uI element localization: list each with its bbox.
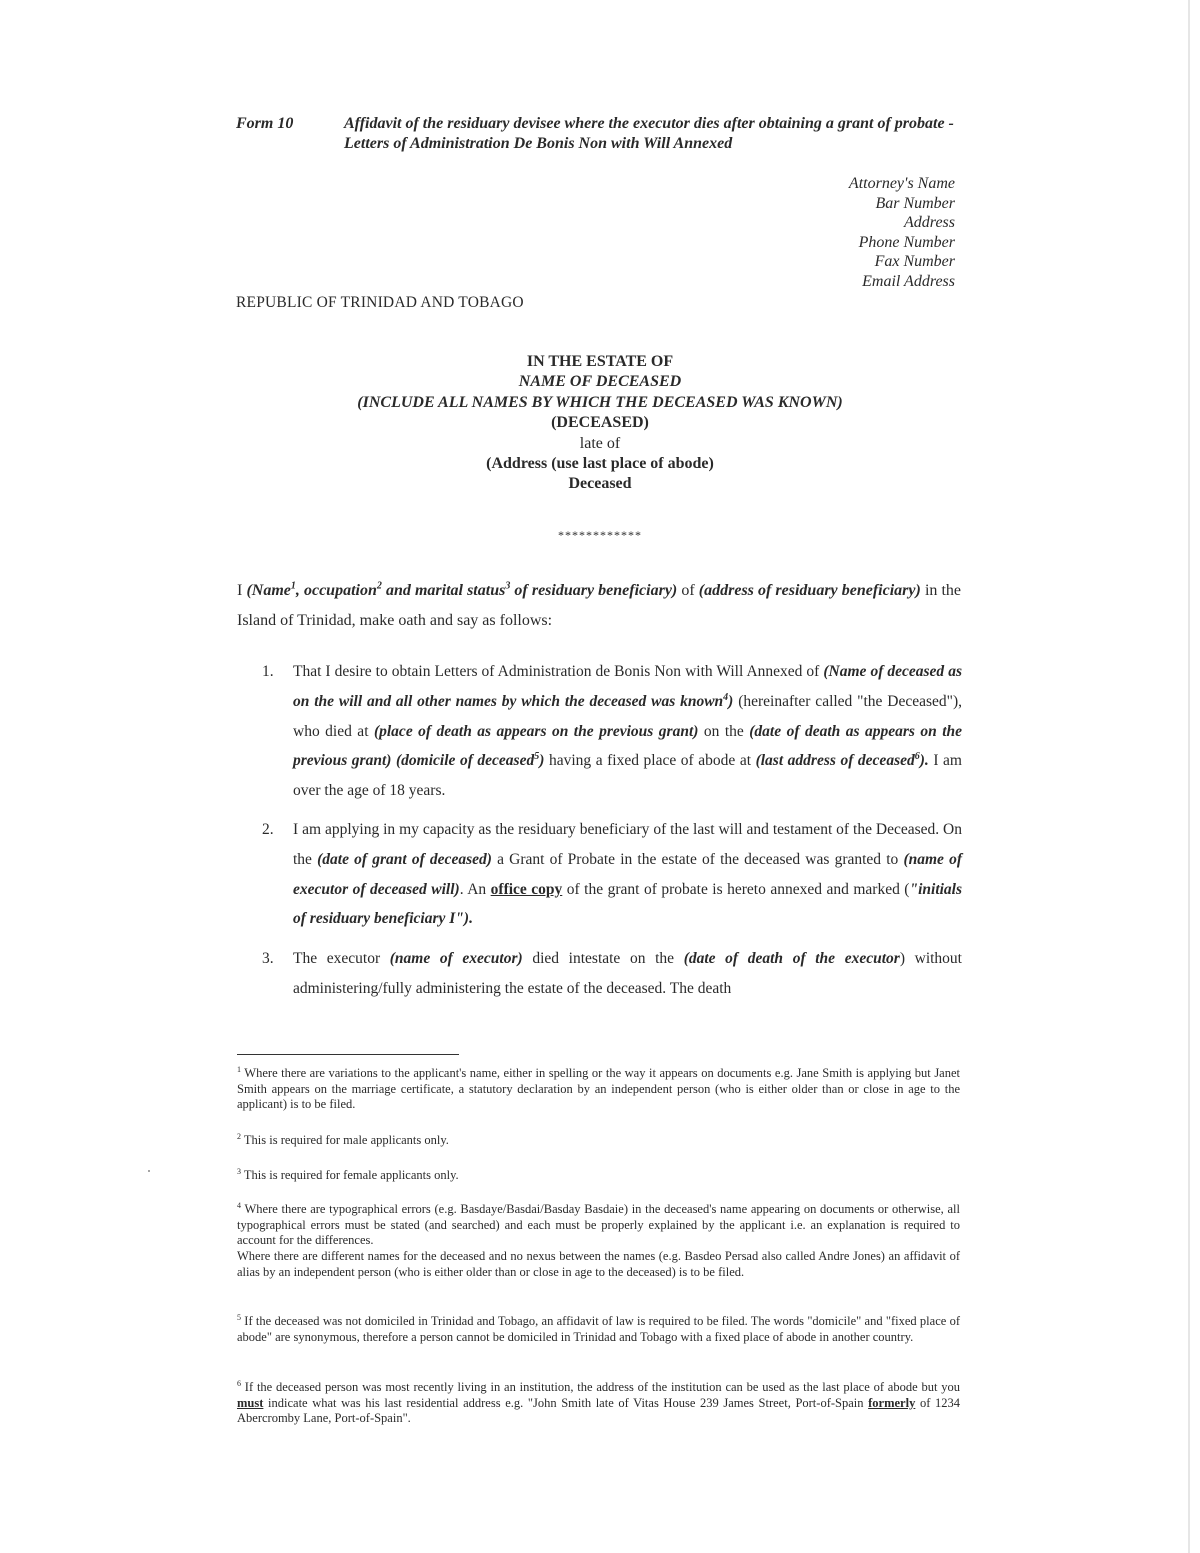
footnote-text: of 1234 Abercromby Lane, Port-of-Spain".	[237, 1395, 960, 1426]
placeholder-run: (name of executor of deceased will)	[293, 850, 963, 898]
phone-number: Phone Number	[858, 233, 955, 251]
footnote-text: indicate what was his last residential address e.g. "John Smith late of Vitas House 239 James Street, Port-of-Spain	[263, 1395, 869, 1410]
footnote-number: 2	[237, 1131, 241, 1141]
underlined-run: office copy	[490, 880, 563, 898]
estate-heading-line: IN THE ESTATE OF	[526, 353, 674, 370]
intro-text: of	[677, 582, 699, 599]
underlined-run: formerly	[868, 1395, 916, 1410]
placeholder-run: (place of death as appears on the previous grant)	[373, 722, 699, 740]
footnote-text: If the deceased person was most recently living in an institution, the address of the institution can be used as the last place of abode but you	[241, 1380, 960, 1394]
footnote-ref: 1	[290, 580, 296, 592]
placeholder-run: (date of death as appears on the previous grant) (domicile of deceased	[293, 722, 963, 770]
text-run: died intestate on the	[522, 950, 684, 967]
footnote-text: Where there are typographical errors (e.g. Basdaye/Basdai/Basday Basdaie) in the deceased's name appearing on documents or otherwise, all typographical errors must be stated (and searched) and each must be properly explained by the applicant i.e. an explanation is required to account for the differences.	[237, 1202, 960, 1248]
footnote-text: Where there are different names for the deceased and no nexus between the names (e.g. Basdeo Persad also called Andre Jones) an affidavit of alias by an independent person (who is either older than or close in age to the deceased) is to be filed.	[237, 1249, 960, 1279]
intro-address-placeholder: (address of residuary beneficiary)	[698, 582, 921, 599]
footnote-number: 4	[237, 1200, 241, 1210]
paragraph-number: 2.	[262, 821, 274, 838]
form-number: Form 10	[236, 115, 294, 132]
footnote-number: 5	[237, 1312, 241, 1322]
paragraph-3	[262, 944, 962, 1004]
text-run: I am applying in my capacity as the residuary beneficiary of the last will and testament of the Deceased. On the	[293, 821, 962, 868]
footnote-text: If the deceased was not domiciled in Trinidad and Tobago, an affidavit of law is required to be filed. The words "domicile" and "fixed place of abode" are synonymous, therefore a person cannot be domiciled in Trinidad and Tobago with a fixed place of abode in another country.	[237, 1314, 960, 1344]
text-run: That I desire to obtain Letters of Administration de Bonis Non with Will Annexed of	[293, 663, 824, 680]
footnote-1	[237, 1066, 960, 1113]
late-of-label: late of	[579, 434, 621, 452]
placeholder-run: (date of grant of deceased)	[317, 850, 492, 868]
deceased-address-placeholder: (Address (use last place of abode)	[486, 455, 714, 473]
text-run: I am over the age of 18 years.	[293, 752, 962, 800]
paragraph-number: 3.	[262, 950, 274, 967]
scan-speck	[148, 1170, 150, 1172]
paragraph-1	[262, 657, 962, 806]
footnote-2	[237, 1133, 960, 1149]
intro-text: in the Island of Trinidad, make oath and say as follows:	[237, 582, 962, 629]
footnote-ref: 3	[505, 580, 511, 592]
paragraph-text	[293, 815, 962, 934]
placeholder-run: )	[728, 692, 734, 710]
text-run: The executor	[293, 950, 390, 967]
form-title: Affidavit of the residuary devisee where the executor dies after obtaining a grant of probate - Letters of Administration De Bonis Non with Will Annexed	[344, 115, 954, 152]
placeholder-run: (Name of deceased as on the will and all other names by which the deceased was known	[293, 663, 962, 710]
footnote-ref: 6	[914, 751, 920, 763]
attorney-details	[849, 174, 955, 292]
footnote-ref: 5	[534, 751, 540, 763]
text-run: . An	[459, 880, 491, 898]
footnote-6	[237, 1380, 960, 1427]
estate-heading	[240, 352, 960, 495]
footnote-number: 3	[237, 1166, 241, 1176]
text-run: on the	[698, 722, 750, 740]
footnote-4-continued	[237, 1249, 960, 1280]
footnote-text: This is required for male applicants only.	[241, 1133, 449, 1147]
attorney-name: Attorney's Name	[848, 175, 955, 192]
underlined-run: must	[237, 1395, 264, 1410]
placeholder-run: (date of death of the executor	[683, 950, 900, 967]
footnote-ref: 2	[376, 580, 382, 592]
placeholder-run: (last address of deceased	[755, 752, 915, 770]
intro-marital-placeholder: and marital status	[381, 582, 506, 599]
paragraph-number: 1.	[262, 663, 274, 680]
placeholder-run: ).	[919, 752, 929, 770]
placeholder-run: "initials of residuary beneficiary I").	[293, 880, 963, 928]
paragraph-2	[262, 815, 962, 934]
scan-edge-shadow	[1188, 0, 1190, 1553]
fax-number: Fax Number	[874, 253, 955, 271]
paragraph-text	[293, 657, 962, 806]
footnote-number: 6	[237, 1378, 241, 1388]
footnote-divider	[237, 1054, 459, 1055]
text-run: of the grant of probate is hereto annexed and marked (	[562, 880, 910, 898]
intro-paragraph	[237, 576, 961, 636]
deceased-aliases-placeholder: (INCLUDE ALL NAMES BY WHICH THE DECEASED WAS KNOWN)	[357, 393, 843, 411]
footnote-number: 1	[237, 1064, 241, 1074]
footnote-4	[237, 1202, 960, 1249]
footnote-3	[237, 1168, 960, 1184]
bar-number: Bar Number	[875, 194, 955, 212]
paragraph-text	[293, 944, 962, 1004]
attorney-address: Address	[904, 214, 955, 232]
section-separator: ************	[558, 528, 642, 542]
deceased-footer-label: Deceased	[568, 475, 632, 493]
placeholder-run: )	[539, 752, 545, 770]
placeholder-run: (name of executor)	[389, 950, 523, 967]
intro-occupation-placeholder: , occupation	[295, 582, 377, 599]
email-address: Email Address	[862, 272, 955, 290]
deceased-name-placeholder: NAME OF DECEASED	[518, 373, 682, 391]
footnote-text: Where there are variations to the applicant's name, either in spelling or the way it appears on documents e.g. Jane Smith is applying but Janet Smith appears on the marriage certificate, a statutory declaration by an independent person (who is either older than or close in age to the applicant) is to be filed.	[237, 1066, 960, 1112]
footnote-text: This is required for female applicants only.	[241, 1168, 459, 1182]
text-run: a Grant of Probate in the estate of the deceased was granted to	[491, 850, 904, 868]
text-run: (hereinafter called "the Deceased"), who died at	[293, 692, 962, 740]
deceased-label: (DECEASED)	[551, 414, 649, 432]
intro-name-placeholder: (Name	[246, 582, 291, 599]
intro-beneficiary-placeholder: of residuary beneficiary)	[510, 582, 678, 599]
intro-text: I	[237, 582, 247, 599]
jurisdiction: REPUBLIC OF TRINIDAD AND TOBAGO	[236, 294, 524, 311]
footnote-5	[237, 1314, 960, 1345]
footnote-ref: 4	[723, 691, 729, 703]
text-run: ) without administering/fully administering the estate of the deceased. The death	[293, 950, 962, 997]
text-run: having a fixed place of abode at	[544, 752, 756, 770]
